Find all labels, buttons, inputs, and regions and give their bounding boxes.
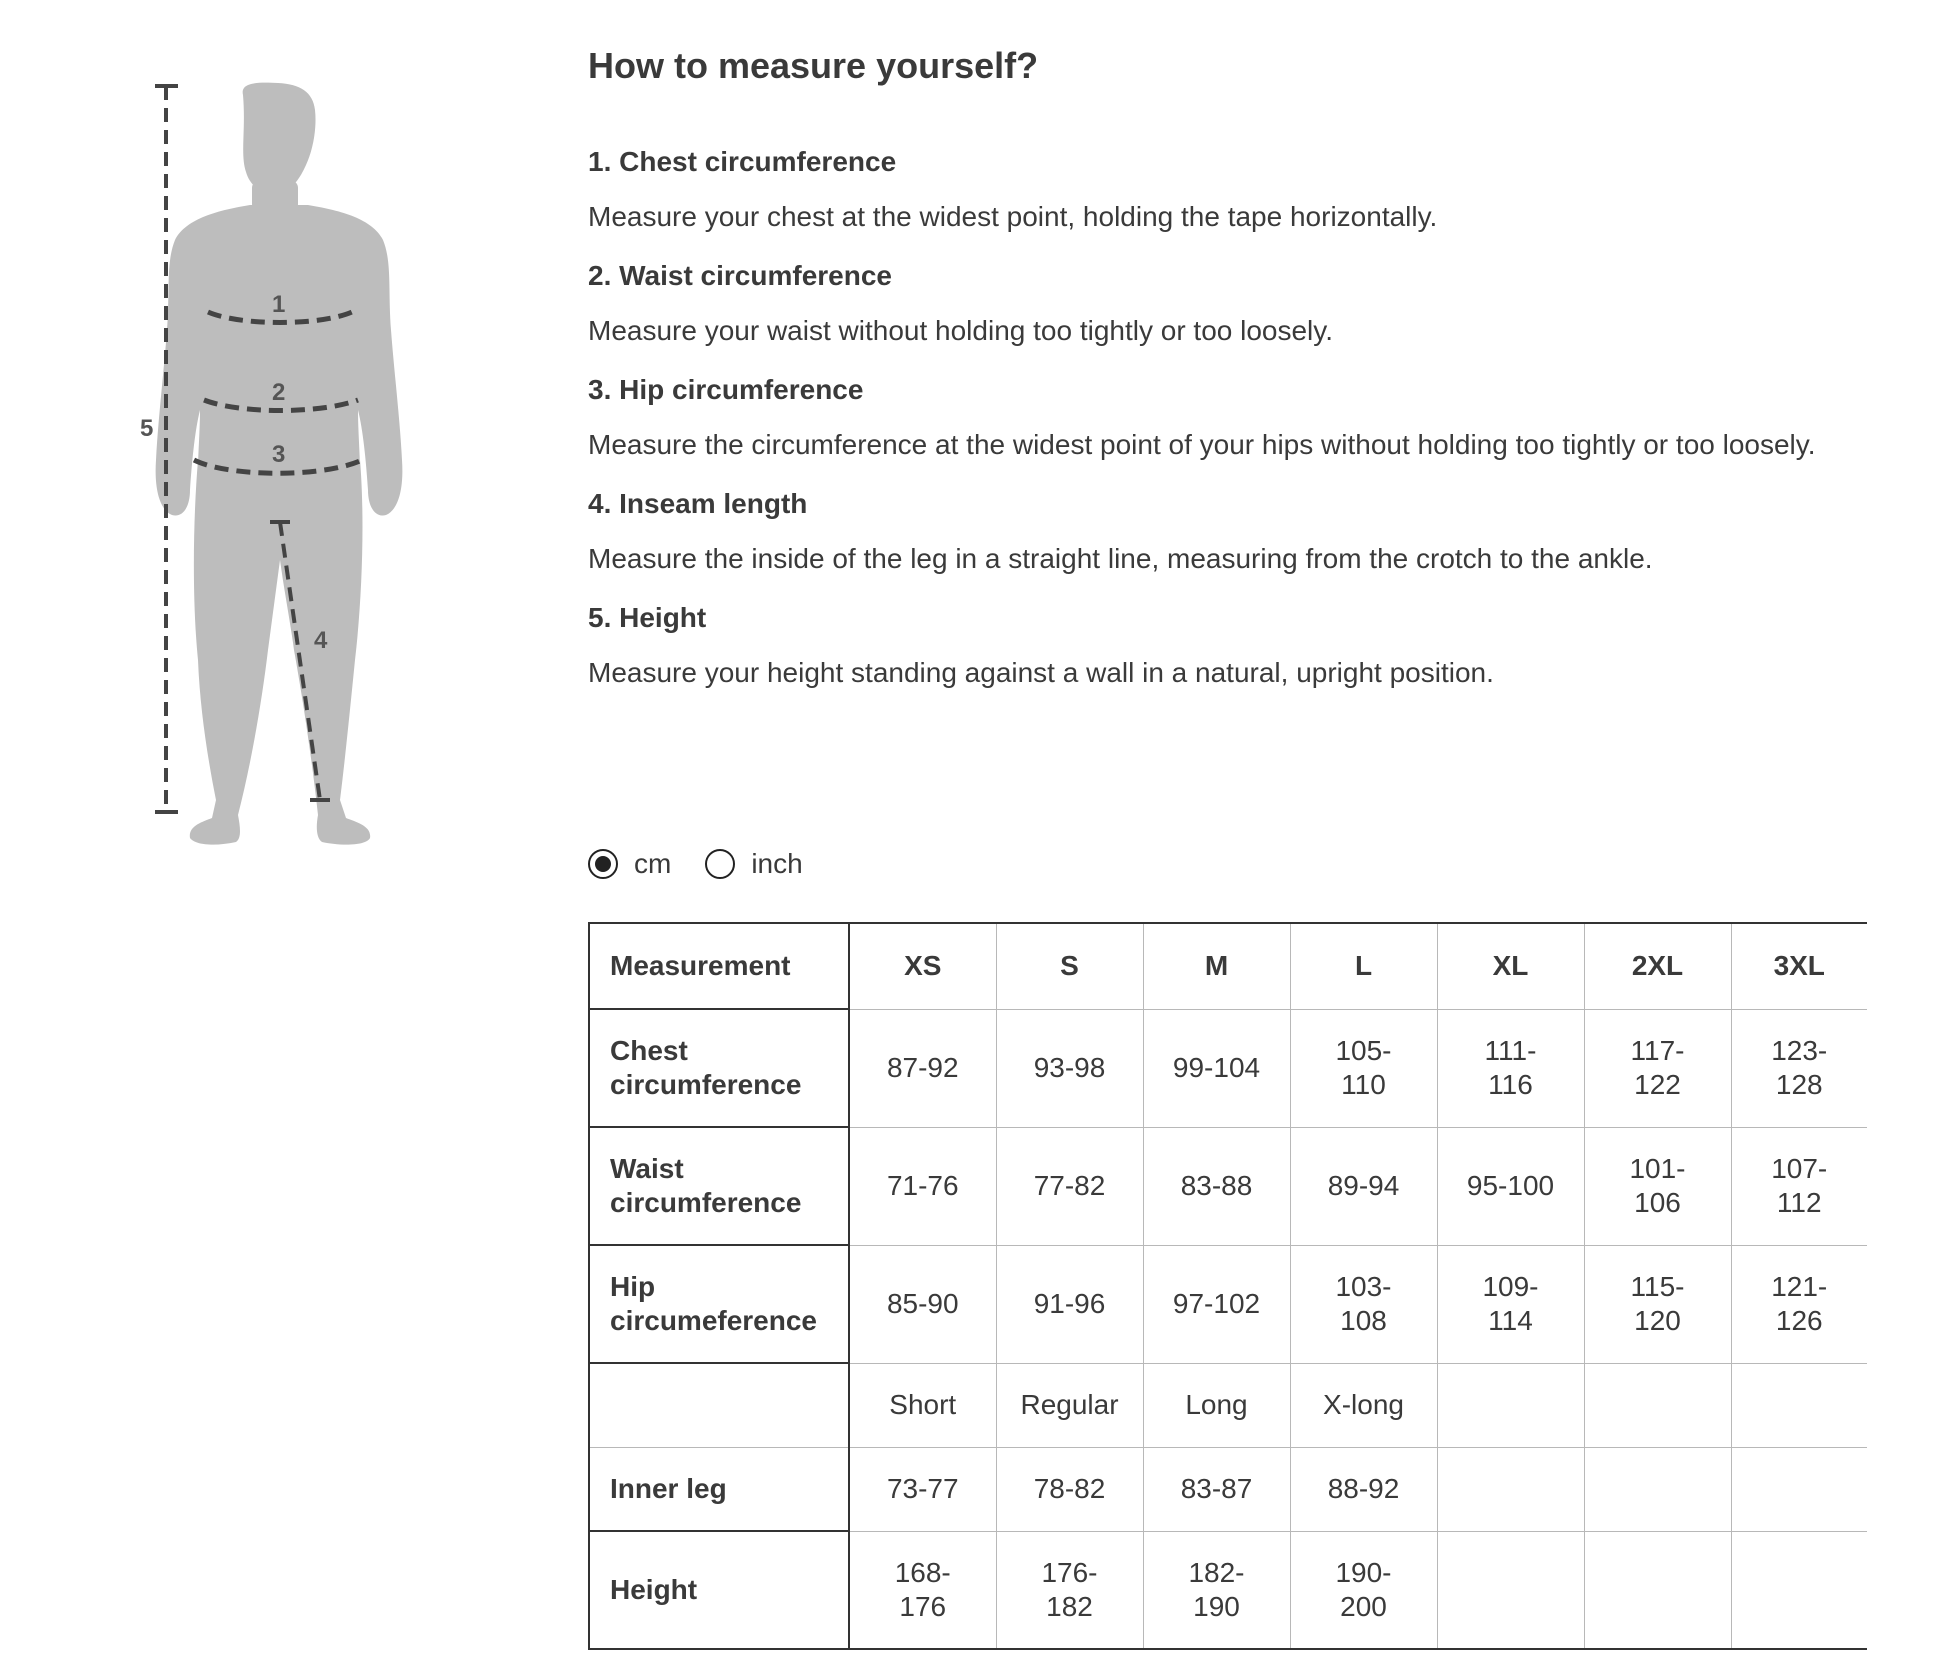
step-waist bbox=[588, 256, 1898, 352]
table-header-row bbox=[589, 923, 1867, 1009]
row-label: Chest circumference bbox=[589, 1009, 849, 1127]
step-title: 3. Hip circumference bbox=[588, 374, 864, 405]
table-row bbox=[589, 1531, 1867, 1649]
header-cell-measurement: Measurement bbox=[589, 923, 849, 1009]
table-cell: 111- 116 bbox=[1437, 1009, 1584, 1127]
step-description: Measure the circumference at the widest point of your hips without holding too tightly or too loosely. bbox=[588, 429, 1816, 460]
header-cell-xs: XS bbox=[849, 923, 996, 1009]
table-cell: 87-92 bbox=[849, 1009, 996, 1127]
table-cell: 95-100 bbox=[1437, 1127, 1584, 1245]
unit-option-inch[interactable] bbox=[705, 848, 802, 880]
row-label bbox=[589, 1363, 849, 1447]
table-cell bbox=[1584, 1531, 1731, 1649]
table-cell: 83-87 bbox=[1143, 1447, 1290, 1531]
row-label: Height bbox=[589, 1531, 849, 1649]
table-cell: 88-92 bbox=[1290, 1447, 1437, 1531]
step-hip bbox=[588, 370, 1898, 466]
table-cell: 121- 126 bbox=[1731, 1245, 1867, 1363]
table-cell: Long bbox=[1143, 1363, 1290, 1447]
table-cell: 99-104 bbox=[1143, 1009, 1290, 1127]
table-row bbox=[589, 1127, 1867, 1245]
radio-checked-icon[interactable] bbox=[588, 849, 618, 879]
table-cell: Regular bbox=[996, 1363, 1143, 1447]
table-cell bbox=[1437, 1363, 1584, 1447]
table-cell bbox=[1731, 1447, 1867, 1531]
table-cell: 89-94 bbox=[1290, 1127, 1437, 1245]
measurement-figure bbox=[0, 0, 540, 900]
table-cell: X-long bbox=[1290, 1363, 1437, 1447]
table-cell: 103- 108 bbox=[1290, 1245, 1437, 1363]
header-cell-xl: XL bbox=[1437, 923, 1584, 1009]
header-cell-2xl: 2XL bbox=[1584, 923, 1731, 1009]
label-5: 5 bbox=[140, 415, 154, 442]
table-cell bbox=[1584, 1363, 1731, 1447]
header-cell-s: S bbox=[996, 923, 1143, 1009]
table-cell bbox=[1437, 1447, 1584, 1531]
header-cell-l: L bbox=[1290, 923, 1437, 1009]
step-height bbox=[588, 598, 1898, 694]
table-cell: 117- 122 bbox=[1584, 1009, 1731, 1127]
table-cell: 71-76 bbox=[849, 1127, 996, 1245]
table-row bbox=[589, 1009, 1867, 1127]
row-label: Hip circumeference bbox=[589, 1245, 849, 1363]
step-description: Measure the inside of the leg in a straight line, measuring from the crotch to the ankle. bbox=[588, 543, 1653, 574]
table-cell: 85-90 bbox=[849, 1245, 996, 1363]
header-cell-m: M bbox=[1143, 923, 1290, 1009]
table-cell: 176- 182 bbox=[996, 1531, 1143, 1649]
header-cell-3xl: 3XL bbox=[1731, 923, 1867, 1009]
measure-guide bbox=[588, 40, 1898, 712]
table-row bbox=[589, 1363, 1867, 1447]
size-chart-table bbox=[588, 922, 1867, 1650]
table-cell: 78-82 bbox=[996, 1447, 1143, 1531]
label-3: 3 bbox=[272, 441, 286, 468]
unit-option-cm[interactable] bbox=[588, 848, 671, 880]
table-cell: 190- 200 bbox=[1290, 1531, 1437, 1649]
table-cell: 77-82 bbox=[996, 1127, 1143, 1245]
table-row bbox=[589, 1245, 1867, 1363]
table-cell bbox=[1731, 1531, 1867, 1649]
radio-unchecked-icon[interactable] bbox=[705, 849, 735, 879]
table-cell: 105- 110 bbox=[1290, 1009, 1437, 1127]
step-chest bbox=[588, 142, 1898, 238]
table-cell: 107- 112 bbox=[1731, 1127, 1867, 1245]
table-cell: 91-96 bbox=[996, 1245, 1143, 1363]
row-label: Waist circumference bbox=[589, 1127, 849, 1245]
unit-label-cm: cm bbox=[634, 848, 672, 879]
table-cell: 101- 106 bbox=[1584, 1127, 1731, 1245]
row-label: Inner leg bbox=[589, 1447, 849, 1531]
body-silhouette-image bbox=[0, 0, 540, 900]
table-cell: 109- 114 bbox=[1437, 1245, 1584, 1363]
table-cell: 182- 190 bbox=[1143, 1531, 1290, 1649]
step-title: 2. Waist circumference bbox=[588, 260, 892, 291]
step-description: Measure your chest at the widest point, holding the tape horizontally. bbox=[588, 201, 1438, 232]
table-cell bbox=[1731, 1363, 1867, 1447]
step-title: 1. Chest circumference bbox=[588, 146, 897, 177]
table-cell: 123- 128 bbox=[1731, 1009, 1867, 1127]
label-4: 4 bbox=[314, 627, 328, 654]
table-cell: Short bbox=[849, 1363, 996, 1447]
table-cell: 93-98 bbox=[996, 1009, 1143, 1127]
table-cell: 83-88 bbox=[1143, 1127, 1290, 1245]
unit-label-inch: inch bbox=[751, 848, 803, 879]
unit-selector bbox=[588, 848, 837, 880]
step-title: 5. Height bbox=[588, 602, 707, 633]
table-row bbox=[589, 1447, 1867, 1531]
step-inseam bbox=[588, 484, 1898, 580]
guide-title: How to measure yourself? bbox=[588, 45, 1039, 86]
table-cell: 168- 176 bbox=[849, 1531, 996, 1649]
table-cell: 115- 120 bbox=[1584, 1245, 1731, 1363]
table-cell bbox=[1437, 1531, 1584, 1649]
table-cell: 97-102 bbox=[1143, 1245, 1290, 1363]
label-1: 1 bbox=[272, 291, 286, 318]
table-cell bbox=[1584, 1447, 1731, 1531]
step-description: Measure your height standing against a wall in a natural, upright position. bbox=[588, 657, 1494, 688]
steps-list bbox=[588, 142, 1898, 694]
step-description: Measure your waist without holding too tightly or too loosely. bbox=[588, 315, 1333, 346]
label-2: 2 bbox=[272, 379, 286, 406]
step-title: 4. Inseam length bbox=[588, 488, 808, 519]
table-cell: 73-77 bbox=[849, 1447, 996, 1531]
